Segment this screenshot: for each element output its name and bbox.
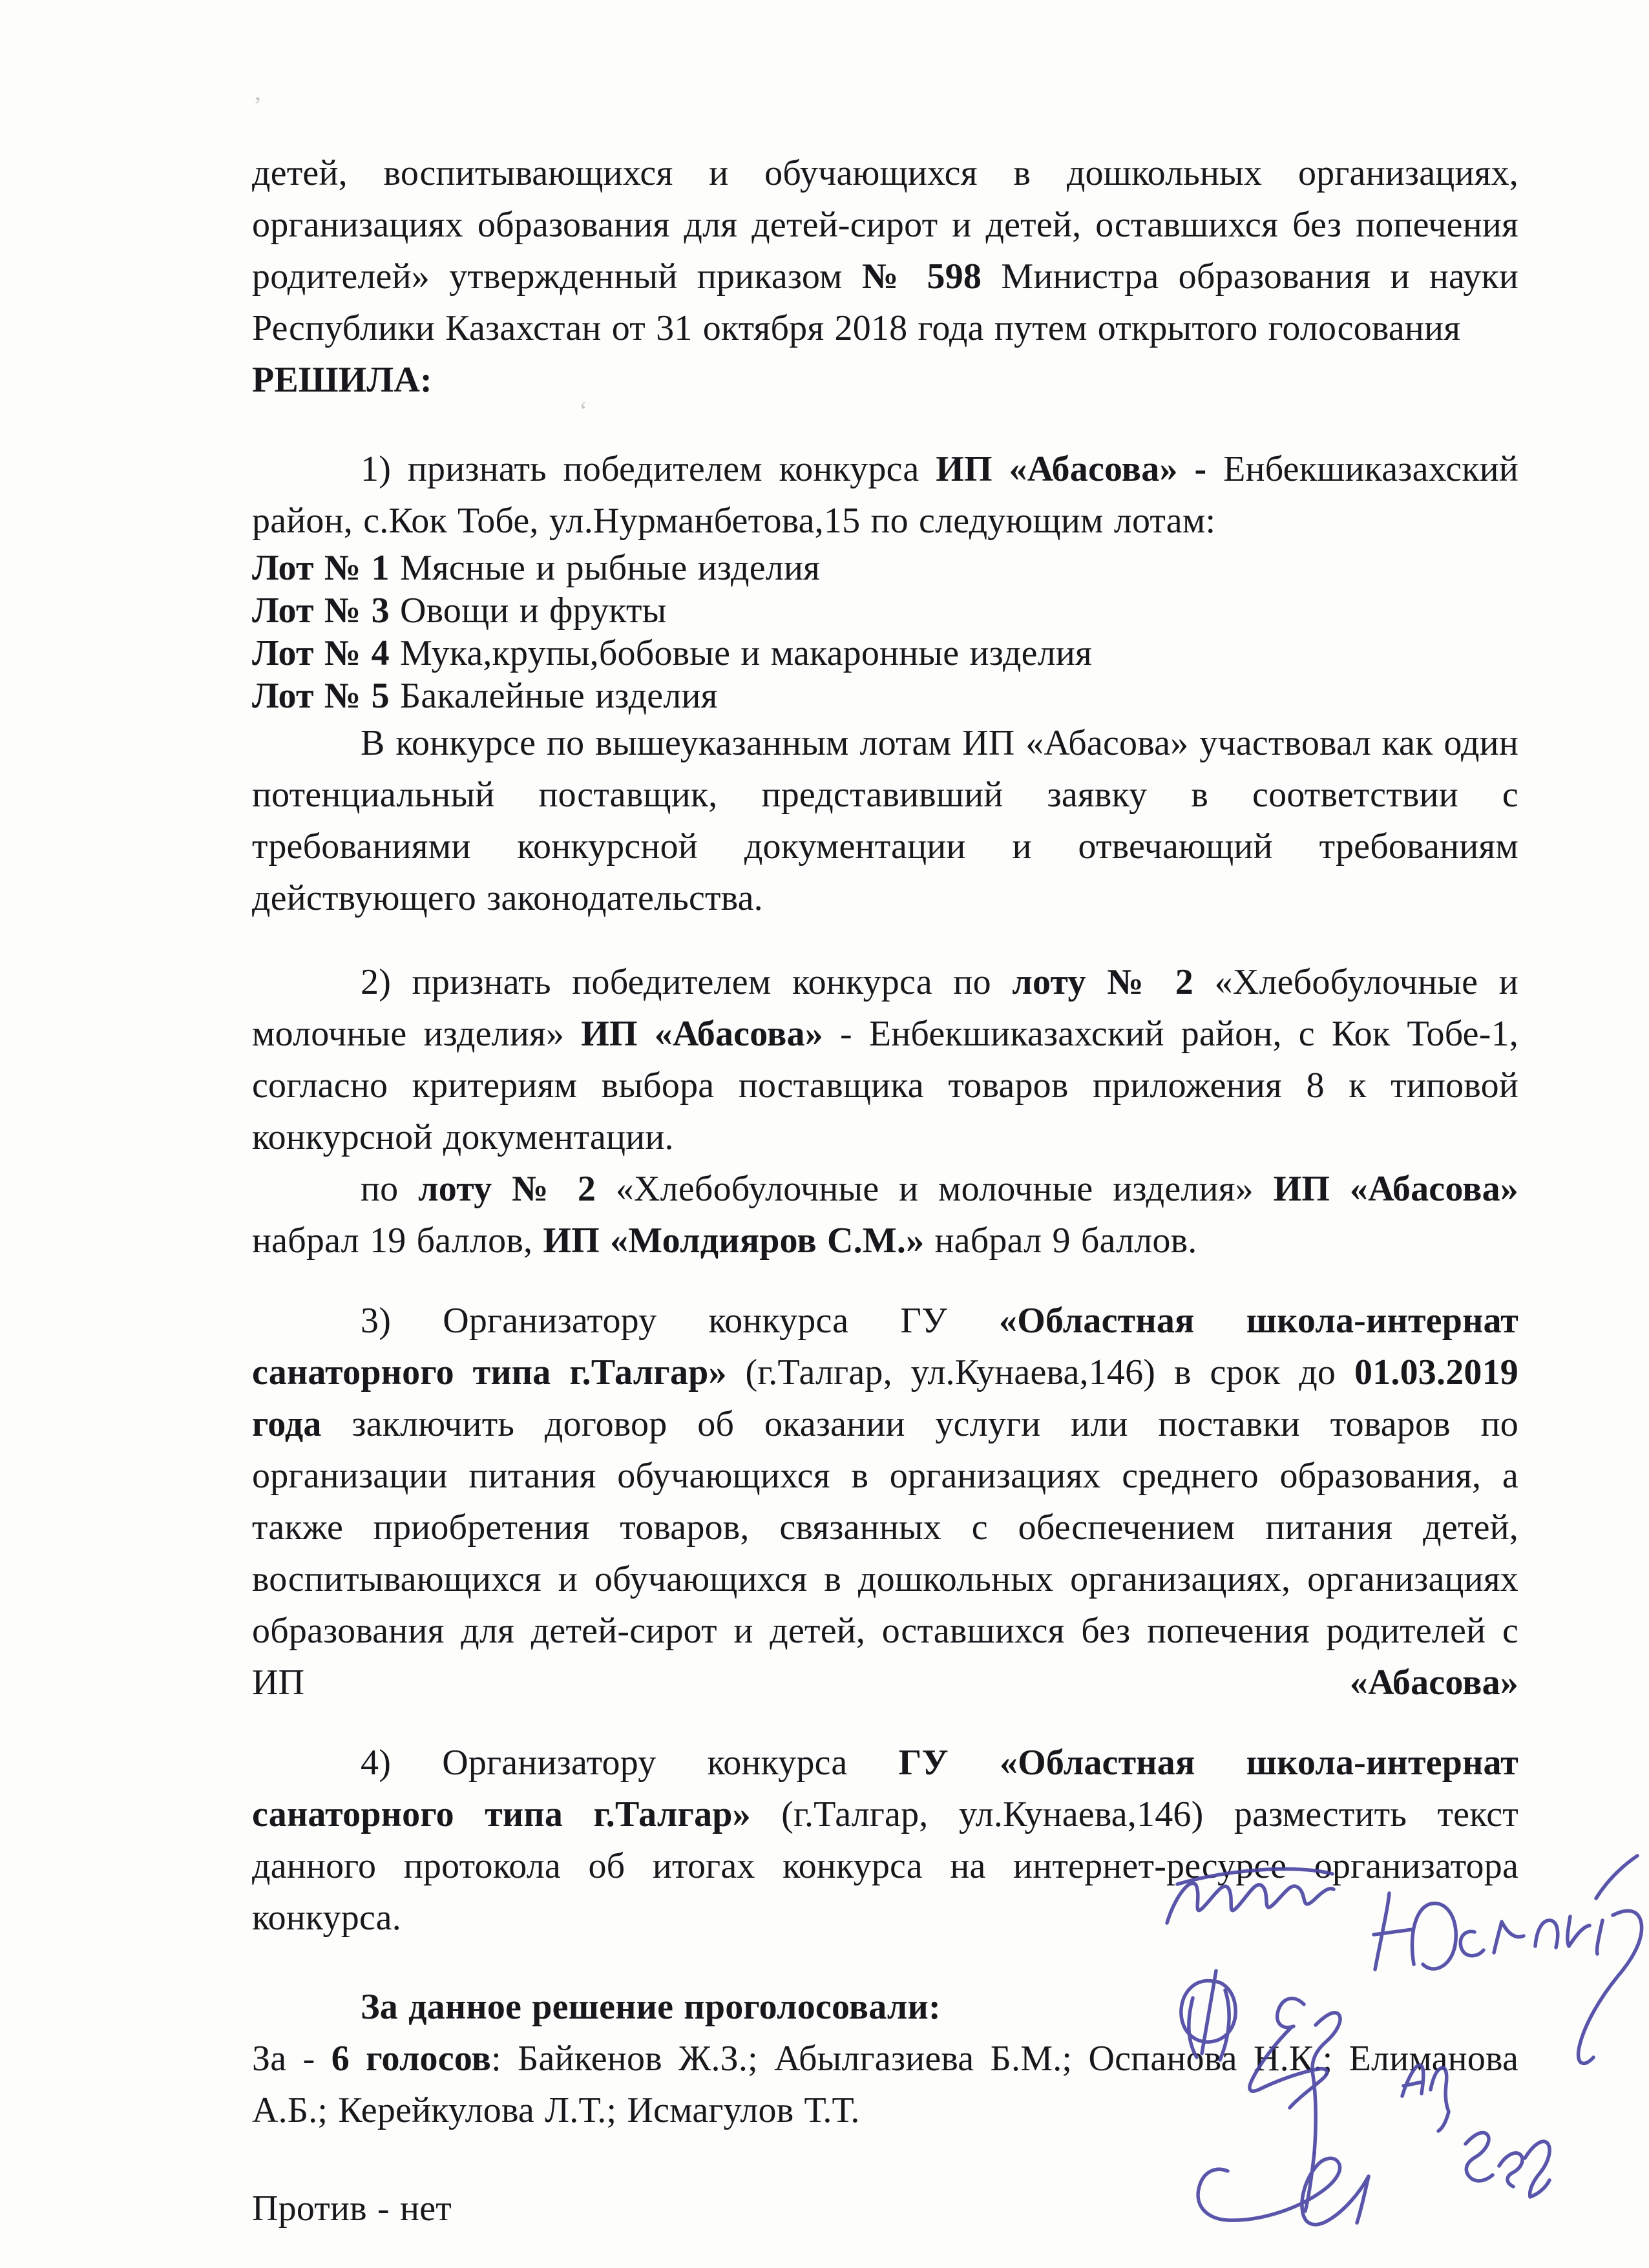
bold-text-segment: № 598 (861, 257, 982, 297)
scan-artifact: ’ (253, 91, 262, 120)
opening-paragraph (252, 147, 1518, 354)
lot-line-3 (252, 589, 1518, 632)
text-segment: Министра образования и науки Республики Казахстан от 31 октября 2018 года путем открытого голосования (252, 257, 1518, 348)
text-segment: (г.Талгар, ул.Кунаева,146) в срок до (726, 1352, 1354, 1392)
voting-against (252, 2183, 1518, 2234)
bold-text-segment: Лот № 5 (252, 676, 390, 716)
item-2 (252, 956, 1518, 1163)
item-1-note (252, 717, 1518, 924)
document-text-block (252, 147, 1518, 2234)
text-segment: по (361, 1169, 419, 1209)
item-1 (252, 443, 1518, 547)
text-segment: 2) признать победителем конкурса по (361, 962, 1013, 1002)
item-4 (252, 1737, 1518, 1944)
paragraph-spacer (252, 2136, 1518, 2183)
text-segment: Овощи и фрукты (389, 591, 667, 631)
text-segment: набрал 19 баллов, (252, 1221, 543, 1261)
text-segment: Мясные и рыбные изделия (389, 548, 821, 588)
bold-text-segment: Лот № 1 (252, 548, 390, 588)
bold-text-segment: ГУ «Областная школа-интернат санаторного типа г.Талгар» (252, 1743, 1518, 1834)
text-segment: заключить договор об оказании услуги или поставки товаров по организации питания обучающихся в организациях среднего образования, а также приобретения товаров, связанных с обеспечением питания детей, воспитывающихся и обучающихся в дошкольных организациях, организациях образования для детей-сирот и детей, оставшихся без попечения родителей с ИП (252, 1404, 1518, 1703)
text-segment: 4) Организатору конкурса (361, 1743, 899, 1783)
scan-artifact: ‘ (579, 396, 588, 425)
paragraph-spacer (252, 924, 1518, 956)
text-segment: Бакалейные изделия (389, 676, 718, 716)
text-segment: детей, воспитывающихся и обучающихся в дошкольных организациях, организациях образования для детей-сирот и детей, оставшихся без попечения родителей» утвержденный приказом (252, 153, 1518, 297)
item-3 (252, 1295, 1518, 1708)
text-segment: Енбекшиказахский район, с.Кок Тобе, ул.Нурманбетова,15 по следующим лотам: (252, 449, 1519, 541)
bold-text-segment: Лот № 4 (252, 633, 390, 673)
bold-text-segment: Лот № 3 (252, 591, 390, 631)
bold-text-segment: 6 голосов (331, 2039, 492, 2079)
bold-text-segment: ИП «Абасова» (1273, 1169, 1519, 1209)
bold-text-segment: ИП «Абасова» - (936, 449, 1207, 489)
bold-text-segment: 01.03.2019 года (252, 1352, 1518, 1444)
bold-text-segment: РЕШИЛА: (252, 360, 432, 400)
text-segment: Мука,крупы,бобовые и макаронные изделия (389, 633, 1092, 673)
text-segment: - Енбекшиказахский район, с Кок Тобе-1, согласно критериям выбора поставщика товаров приложения 8 к типовой конкурсной документации. (252, 1014, 1518, 1157)
paragraph-spacer (252, 1708, 1518, 1737)
bold-text-segment: ИП «Абасова» (581, 1014, 823, 1054)
paragraph-spacer (252, 1944, 1518, 1981)
text-segment: В конкурсе по вышеуказанным лотам ИП «Абасова» участвовал как один потенциальный поставщик, представивший заявку в соответствии с требованиями конкурсной документации и отвечающий требованиям действующего законодательства. (252, 723, 1518, 918)
voting-heading (252, 1981, 1518, 2033)
text-segment: Против - нет (252, 2189, 452, 2229)
text-segment: набрал 9 баллов. (924, 1221, 1197, 1261)
bold-text-segment: За данное решение проголосовали: (361, 1987, 941, 2027)
bold-text-segment: лоту № 2 (418, 1169, 596, 1209)
item-2-scores (252, 1163, 1518, 1266)
bold-text-segment: «Абасова» (1349, 1663, 1518, 1703)
bold-text-segment: лоту № 2 (1012, 962, 1194, 1002)
text-segment: 3) Организатору конкурса ГУ (361, 1301, 1000, 1341)
lot-line-5 (252, 675, 1518, 717)
text-segment: За - (252, 2039, 331, 2079)
text-segment: (г.Талгар, ул.Кунаева,146) разместить текст данного протокола об итогах конкурса на интернет-ресурсе организатора конкурса. (252, 1794, 1518, 1938)
text-segment: : Байкенов Ж.З.; Абылгазиева Б.М.; Оспанова Н.К.; Елиманова А.Б.; Керейкулова Л.Т.; Исмагулов Т.Т. (252, 2039, 1519, 2130)
bold-text-segment: ИП «Молдияров С.М.» (543, 1221, 925, 1261)
decision-heading (252, 354, 1518, 406)
text-segment: 1) признать победителем конкурса (361, 449, 936, 489)
voting-for (252, 2033, 1518, 2136)
paragraph-spacer (252, 406, 1518, 443)
text-segment: «Хлебобулочные и молочные изделия» (596, 1169, 1274, 1209)
bold-text-segment: «Областная школа-интернат санаторного типа г.Талгар» (252, 1301, 1518, 1392)
paragraph-spacer (252, 1266, 1518, 1295)
lot-line-1 (252, 547, 1518, 589)
lot-line-4 (252, 632, 1518, 675)
text-segment: «Хлебобулочные и молочные изделия» (252, 962, 1518, 1054)
